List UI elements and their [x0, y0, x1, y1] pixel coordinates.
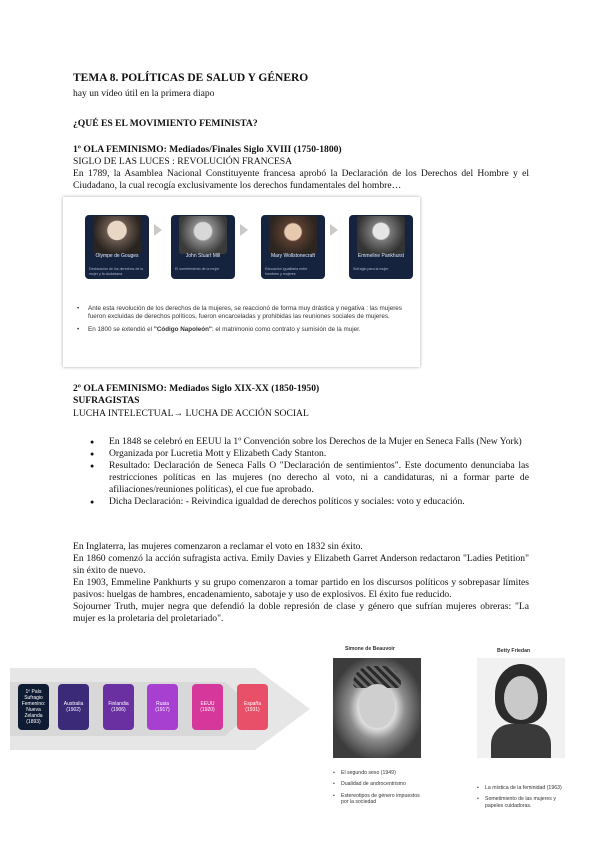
- bullet-bold-text: "Código Napoleón": [153, 326, 212, 333]
- caption-item: • La mística de la feminidad (1963): [477, 785, 567, 791]
- arrow-right-icon: [240, 224, 248, 236]
- card-text: Educación igualitaria entre hombres y mujeres: [265, 267, 308, 276]
- caption-item: • Estereotipos de género impuestos por la sociedad: [333, 793, 423, 806]
- wave1-heading: 1º OLA FEMINISMO: Mediados/Finales Siglo XVIII (1750-1800): [73, 144, 342, 155]
- wave1-subheading: SIGLO DE LAS LUCES : REVOLUCIÓN FRANCESA: [73, 156, 293, 167]
- timeline-item: 1º País Sufragio Femenino: Nueva Zelanda (1893): [18, 684, 49, 730]
- photo-right-captions: [477, 785, 567, 814]
- slide-bullets: [77, 305, 407, 339]
- photo-left-captions: [333, 770, 423, 810]
- wave2-paragraphs: [73, 541, 529, 625]
- betty-friedan-photo: [477, 658, 565, 758]
- page-title: TEMA 8. POLÍTICAS DE SALUD Y GÉNERO: [73, 72, 309, 84]
- list-item: ● Resultado: Declaración de Seneca Falls O "Declaración de sentimientos". Este documento denunciaba las restricciones políticas en las mujeres (no derecho al voto, ni a candidaturas, ni a formar parte de afiliaciones/reuniones políticas), el cue fue aprobado.: [89, 460, 529, 496]
- card-name: Emmeline Pankhurst: [357, 253, 405, 259]
- card-emmeline-pankhurst: [349, 215, 413, 279]
- wave2-heading: 2º OLA FEMINISMO: Mediados Siglo XIX-XX (1850-1950): [73, 383, 320, 394]
- paragraph: Sojourner Truth, mujer negra que defendió la doble represión de clase y género que sufrían mujeres obreras: "La mujer es la proletaria del proletariado".: [73, 601, 529, 624]
- card-text: Sufragio para la mujer: [353, 267, 389, 271]
- card-name: Mary Wollstonecraft: [270, 253, 316, 259]
- slide-first-wave: [63, 197, 420, 367]
- photo-right-name: Betty Friedan: [497, 648, 531, 654]
- slide-bullet: [77, 326, 407, 334]
- wave2-bullets: [89, 436, 529, 508]
- wave1-paragraph: En 1789, la Asamblea Nacional Constituyente francesa aprobó la Declaración de los Derechos del Hombre y el Ciudadano, la cual recogía exclusivamente los derechos fundamentales del hombre…: [73, 168, 529, 191]
- paragraph: En 1903, Emmeline Pankhurts y su grupo comenzaron a tomar partido en los discursos políticos y sobrepasar límites pasivos: huelgas de hambres, encadenamiento, sabotaje y uso de explosivos. El éxito fue reducido.: [73, 577, 529, 600]
- list-item: ● Dicha Declaración: - Reivindica igualdad de derechos políticos y sociales: voto y educación.: [89, 496, 529, 508]
- card-olympe-de-gouges: [85, 215, 149, 279]
- portrait-image: [269, 216, 317, 254]
- photo-left-name: Simone de Beauvoir: [345, 646, 395, 652]
- shoulders-shape: [491, 724, 551, 758]
- card-name: John Stuart Mill: [185, 253, 221, 259]
- arrow-right-icon: [330, 224, 338, 236]
- face-shape: [504, 676, 538, 720]
- card-john-stuart-mill: [171, 215, 235, 279]
- list-item: ● En 1848 se celebró en EEUU la 1º Convención sobre los Derechos de la Mujer en Seneca Falls (New York): [89, 436, 529, 448]
- slide-bullet: [77, 305, 407, 321]
- card-name: Olympe de Gouges: [95, 253, 139, 259]
- paragraph: En Inglaterra, las mujeres comenzaron a reclamar el voto en 1832 sin éxito.: [73, 541, 363, 552]
- timeline-item: EEUU (1920): [192, 684, 223, 730]
- arrow-right-icon: [154, 224, 162, 236]
- portrait-image: [179, 216, 227, 254]
- timeline-item: Rusia (1917): [147, 684, 178, 730]
- bullet-text: : el matrimonio como contrato y sumisión de la mujer.: [211, 326, 361, 333]
- caption-item: • Sometimiento de las mujeres y papeles cuidadoras.: [477, 796, 567, 809]
- card-text: Declaración de los derechos de la mujer y la ciudadana: [89, 267, 144, 276]
- subtitle-note: hay un vídeo útil en la primera diapo: [73, 88, 215, 99]
- section-question: ¿QUÉ ES EL MOVIMIENTO FEMINISTA?: [73, 118, 258, 129]
- portrait-image: [93, 216, 141, 254]
- face-shape: [359, 684, 395, 728]
- card-mary-wollstonecraft: [261, 215, 325, 279]
- portrait-image: [357, 216, 405, 254]
- bullet-text: Ante esta revolución de los derechos de la mujeres, se reaccionó de forma muy drástica y negativa : las mujeres fueron excluidas de derechos políticos, fueron encarceladas y prohibidas las reuniones sociales de mujeres.: [88, 305, 402, 320]
- timeline-item: España (1931): [237, 684, 268, 730]
- list-item: ● Organizada por Lucretia Mott y Elizabeth Cady Stanton.: [89, 448, 529, 460]
- timeline-item: Finlandia (1906): [103, 684, 134, 730]
- wave2-subheading: SUFRAGISTAS: [73, 395, 140, 406]
- slide-suffrage-timeline: [10, 654, 325, 764]
- caption-item: • El segundo sexo (1949): [333, 770, 423, 776]
- bullet-text: En 1800 se extendió el: [88, 326, 154, 333]
- wave2-line: LUCHA INTELECTUAL→ LUCHA DE ACCIÓN SOCIAL: [73, 408, 309, 419]
- card-text: El sometimiento de la mujer: [175, 267, 220, 271]
- timeline-item: Australia (1902): [58, 684, 89, 730]
- caption-item: • Dualidad de androcentrismo: [333, 781, 423, 787]
- paragraph: En 1860 comenzó la acción sufragista activa. Emily Davies y Elizabeth Garret Anderson redactaron "Ladies Petition" sin éxito de nuevo.: [73, 553, 529, 576]
- simone-de-beauvoir-photo: [333, 658, 421, 758]
